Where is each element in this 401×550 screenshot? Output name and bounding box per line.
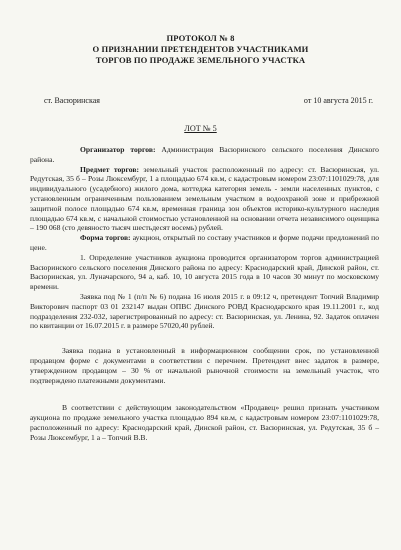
date: от 10 августа 2015 г. <box>303 96 373 105</box>
form-text: аукцион, открытый по составу участников и форме подачи предложений по цене. <box>30 233 379 252</box>
organizer-label: Организатор торгов: <box>80 145 156 154</box>
protocol-title: О ПРИЗНАНИИ ПРЕТЕНДЕНТОВ УЧАСТНИКАМИ <box>92 44 309 54</box>
paragraph-2: Заявка под № 1 (п/п № 6) подана 16 июля 2015 г. в 09:12 ч, претендент Топчий Владимир Викторович паспорт 03 01 232147 выдан ОПВС Динского РОВД Краснодарского края 19.11.2001 г., код подразделения 232-032, зарегистрированный по адресу: ст. Васюринская, ул. Ленина, 92. Задаток оплачен по квитанции от 16.07.2015 г. в размере 57020,40 рублей. <box>30 291 379 331</box>
protocol-subtitle: ТОРГОВ ПО ПРОДАЖЕ ЗЕМЕЛЬНОГО УЧАСТКА <box>95 55 306 65</box>
lot-number: ЛОТ № 5 <box>184 124 217 133</box>
subject-label: Предмет торгов: <box>80 164 139 174</box>
subject-paragraph <box>30 165 379 234</box>
organizer-paragraph <box>30 145 379 165</box>
paragraph-3: Заявка подана в установленный в информационном сообщении срок, по установленной продавцом форме с документами в соответствии с перечнем. Претендент внес задаток в размере, утвержденном продавцом – 30 % от начальной рыночной стоимости на земельный участок, что подтверждено платежными документами. <box>30 346 379 385</box>
subject-text: земельный участок расположенный по адресу: ст. Васюринская, ул. Редутская, 35 б – Розы Люксембург, 1 а площадью 674 кв.м, с кадастровым номером 23:07:1101029:78, для индивидуального (усадебного) жилого дома, коттеджа категория земель - земли населенных пунктов, с установленным ограниченным пользованием земельным участком в водоохраной зоне и прибрежной защитной полосе площадью 674 кв.м, временная граница зон объектов историко-культурного наследия площадью 674 кв.м, с начальной стоимостью установленной на основании отчета независимого оценщика – 190 068 (сто девяносто тысяч шестьдесят восемь) рублей. <box>30 164 379 233</box>
place: ст. Васюринская <box>44 96 100 105</box>
form-paragraph <box>30 233 379 253</box>
paragraph-1: 1. Определение участников аукциона проводится организатором торгов администрацией Васюринского сельского поселения Динского района по адресу: Краснодарский край, Динской район, ст. Васюринская, ул. Луначарского, 94 а, каб. 10, 10 августа 2015 года в 10 часов 30 минут по московскому времени. <box>30 252 379 292</box>
form-label: Форма торгов: <box>80 233 131 243</box>
organizer-text: Администрация Васюринского сельского поселения Динского района. <box>30 145 379 164</box>
protocol-number: ПРОТОКОЛ № 8 <box>166 33 235 43</box>
lot-heading <box>0 124 401 133</box>
paragraph-4: В соответствии с действующим законодательством «Продавец» решил признать участником аукциона по продаже земельного участка площадью 894 кв.м, с кадастровым номером 23:07:1101029:78, расположенный по адресу: Краснодарский край, Динской район, ст. Васюринская, ул. Редутская, 35 б – Розы Люксембург, 1 а – Топчий В.В. <box>30 403 379 442</box>
document-body <box>30 145 379 443</box>
